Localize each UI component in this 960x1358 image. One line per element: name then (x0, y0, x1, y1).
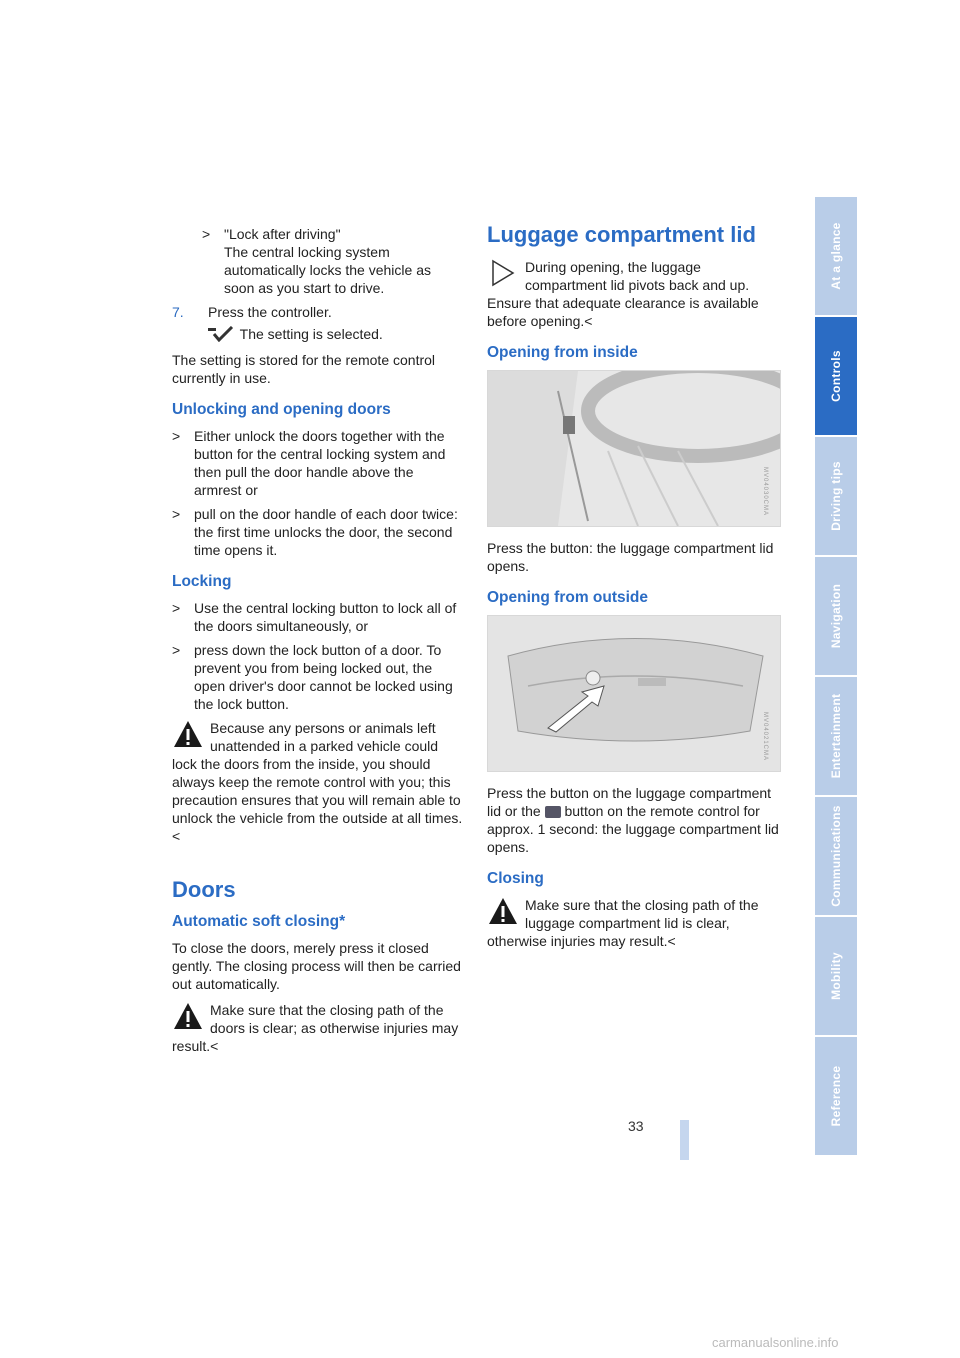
list-item (202, 225, 464, 297)
tab-controls[interactable]: Controls (815, 317, 857, 435)
warning-icon (172, 1001, 204, 1031)
list-item: > Either unlock the doors together with the button for the central locking system and then pull the door handle above the armrest or (172, 428, 446, 498)
item-text: The central locking system automatically locks the vehicle as soon as you start to drive. (224, 244, 431, 296)
warning-note (172, 1001, 464, 1055)
tab-navigation[interactable]: Navigation (815, 557, 857, 675)
paragraph: The setting is stored for the remote control currently in use. (172, 352, 436, 386)
step-sub-text: The setting is selected. (239, 326, 383, 342)
list-item: > Use the central locking button to lock all of the doors simultaneously, or (172, 600, 457, 634)
list-item: > pull on the door handle of each door twice: the first time unlocks the door, the second time opens it. (172, 506, 458, 558)
tab-at-a-glance[interactable]: At a glance (815, 197, 857, 315)
paragraph: Press the button: the luggage compartment lid opens. (487, 540, 774, 574)
photo-code: MV04030CMA (762, 466, 768, 516)
page-number: 33 (628, 1118, 644, 1134)
step-item (172, 303, 464, 321)
trunk-illustration (488, 616, 780, 771)
note-arrow-icon (487, 258, 519, 288)
warning-note (487, 896, 779, 950)
info-note (487, 258, 779, 330)
warning-text: Make sure that the closing path of the doors is clear; as otherwise injuries may result.< (172, 1002, 459, 1054)
heading-closing: Closing (487, 870, 544, 887)
heading-unlocking: Unlocking and opening doors (172, 401, 391, 418)
tab-mobility[interactable]: Mobility (815, 917, 857, 1035)
paragraph: Press the button on the luggage compartment lid or the button on the remote control for approx. 1 second: the luggage compartment lid opens. (487, 785, 779, 855)
remote-trunk-button-icon (545, 806, 561, 818)
note-text: During opening, the luggage compartment lid pivots back and up. Ensure that adequate clearance is available before opening.< (487, 259, 759, 329)
item-title: "Lock after driving" (224, 226, 341, 242)
list-item: > press down the lock button of a door. To prevent you from being locked out, the open driver's door cannot be locked using the lock button. (172, 642, 453, 712)
heading-locking: Locking (172, 573, 232, 590)
warning-note (172, 719, 464, 845)
heading-opening-inside: Opening from inside (487, 344, 638, 361)
step-sub (208, 325, 464, 343)
trunk-photo (487, 615, 781, 772)
step-number: 7. (172, 304, 184, 320)
watermark: carmanualsonline.info (712, 1335, 839, 1350)
step-text: Press the controller. (208, 304, 332, 320)
warning-text: Make sure that the closing path of the luggage compartment lid is clear, otherwise injuries may result.< (487, 897, 759, 949)
door-illustration (488, 371, 780, 526)
heading-opening-outside: Opening from outside (487, 589, 649, 606)
check-icon (208, 326, 236, 342)
photo-code: MV04021CMA (762, 711, 768, 761)
warning-icon (487, 896, 519, 926)
door-photo (487, 370, 781, 527)
left-column (172, 225, 464, 1063)
bullet-mark: > (202, 226, 211, 242)
warning-text: Because any persons or animals left unattended in a parked vehicle could lock the doors from the inside, you should always keep the remote control with you; this precaution ensures that you will remain able to unlock the vehicle from the outside at all times.< (172, 720, 463, 844)
heading-soft-closing: Automatic soft closing* (172, 913, 346, 930)
tab-reference[interactable]: Reference (815, 1037, 857, 1155)
tab-communications[interactable]: Communications (815, 797, 857, 915)
right-column (487, 222, 779, 958)
heading-doors: Doors (172, 877, 236, 902)
paragraph: To close the doors, merely press it closed gently. The closing process will then be carried out automatically. (172, 940, 461, 992)
section-tabs (815, 197, 857, 1157)
page-marker (680, 1120, 689, 1160)
warning-icon (172, 719, 204, 749)
heading-luggage-lid: Luggage compartment lid (487, 222, 756, 247)
tab-entertainment[interactable]: Entertainment (815, 677, 857, 795)
tab-driving-tips[interactable]: Driving tips (815, 437, 857, 555)
